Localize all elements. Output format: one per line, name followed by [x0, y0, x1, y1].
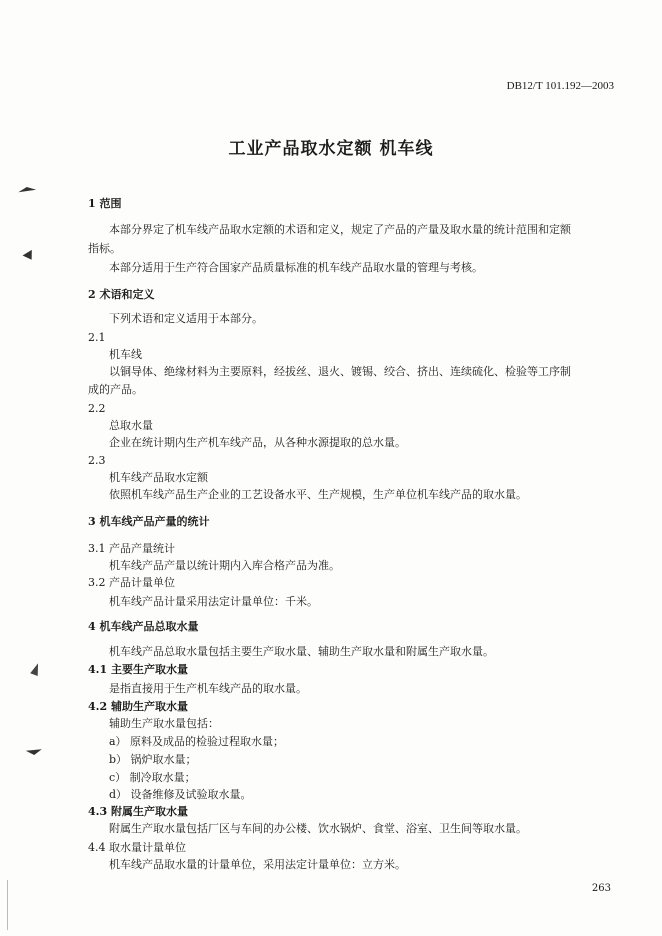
- definition: 依照机车线产品生产企业的工艺设备水平、生产规模，生产单位机车线产品的取水量。: [109, 488, 527, 501]
- definition: 企业在统计期内生产机车线产品，从各种水源提取的总水量。: [109, 436, 406, 449]
- paragraph: 附属生产取水量包括厂区与车间的办公楼、饮水锅炉、食堂、浴室、卫生间等取水量。: [109, 822, 527, 835]
- margin-mark: [30, 662, 42, 676]
- list-item: d） 设备维修及试验取水量。: [109, 788, 252, 801]
- list-item: a） 原料及成品的检验过程取水量；: [109, 735, 285, 748]
- paragraph: 机车线产品取水量的计量单位，采用法定计量单位：立方米。: [109, 858, 406, 871]
- margin-mark: [26, 749, 42, 755]
- subclause-heading: 4.4 取水量计量单位: [88, 841, 186, 854]
- section-1-heading: 1 范围: [88, 197, 122, 210]
- subclause-heading: 4.2 辅助生产取水量: [88, 700, 188, 713]
- section-4-heading: 4 机车线产品总取水量: [88, 620, 199, 633]
- list-item: c） 制冷取水量；: [109, 771, 196, 784]
- subclause-heading: 3.2 产品计量单位: [88, 576, 175, 589]
- page-number: 263: [591, 883, 611, 894]
- paragraph: 下列术语和定义适用于本部分。: [109, 312, 263, 325]
- margin-mark: [23, 247, 36, 259]
- subclause-heading: 3.1 产品产量统计: [88, 542, 175, 555]
- clause-number: 2.2: [88, 402, 106, 415]
- clause-number: 2.1: [88, 331, 106, 344]
- term: 机车线产品取水定额: [109, 471, 208, 484]
- paragraph: 指标。: [88, 242, 121, 255]
- list-item: b） 锅炉取水量；: [109, 753, 197, 766]
- margin-mark: [18, 186, 36, 192]
- clause-number: 2.3: [88, 454, 106, 467]
- section-2-heading: 2 术语和定义: [88, 288, 155, 301]
- paragraph: 机车线产品总取水量包括主要生产取水量、辅助生产取水量和附属生产取水量。: [109, 645, 494, 658]
- paragraph: 机车线产品计量采用法定计量单位：千米。: [109, 595, 318, 608]
- definition: 成的产品。: [88, 383, 143, 396]
- paragraph: 本部分界定了机车线产品取水定额的术语和定义，规定了产品的产量及取水量的统计范围和定额: [109, 223, 571, 236]
- section-3-heading: 3 机车线产品产量的统计: [88, 515, 210, 528]
- scan-edge-line: [7, 880, 8, 930]
- paragraph: 辅助生产取水量包括：: [109, 717, 219, 730]
- term: 机车线: [109, 348, 142, 361]
- subclause-heading: 4.1 主要生产取水量: [88, 663, 188, 676]
- standard-number: DB12/T 101.192—2003: [506, 80, 614, 92]
- document-title: 工业产品取水定额 机车线: [228, 139, 434, 159]
- definition: 以铜导体、绝缘材料为主要原料，经拔丝、退火、镀锡、绞合、挤出、连续硫化、检验等工序制: [109, 365, 571, 378]
- paragraph: 本部分适用于生产符合国家产品质量标准的机车线产品取水量的管理与考核。: [109, 261, 483, 274]
- term: 总取水量: [109, 419, 153, 432]
- paragraph: 机车线产品产量以统计期内入库合格产品为准。: [109, 559, 340, 572]
- subclause-heading: 4.3 附属生产取水量: [88, 805, 188, 818]
- paragraph: 是指直接用于生产机车线产品的取水量。: [109, 682, 307, 695]
